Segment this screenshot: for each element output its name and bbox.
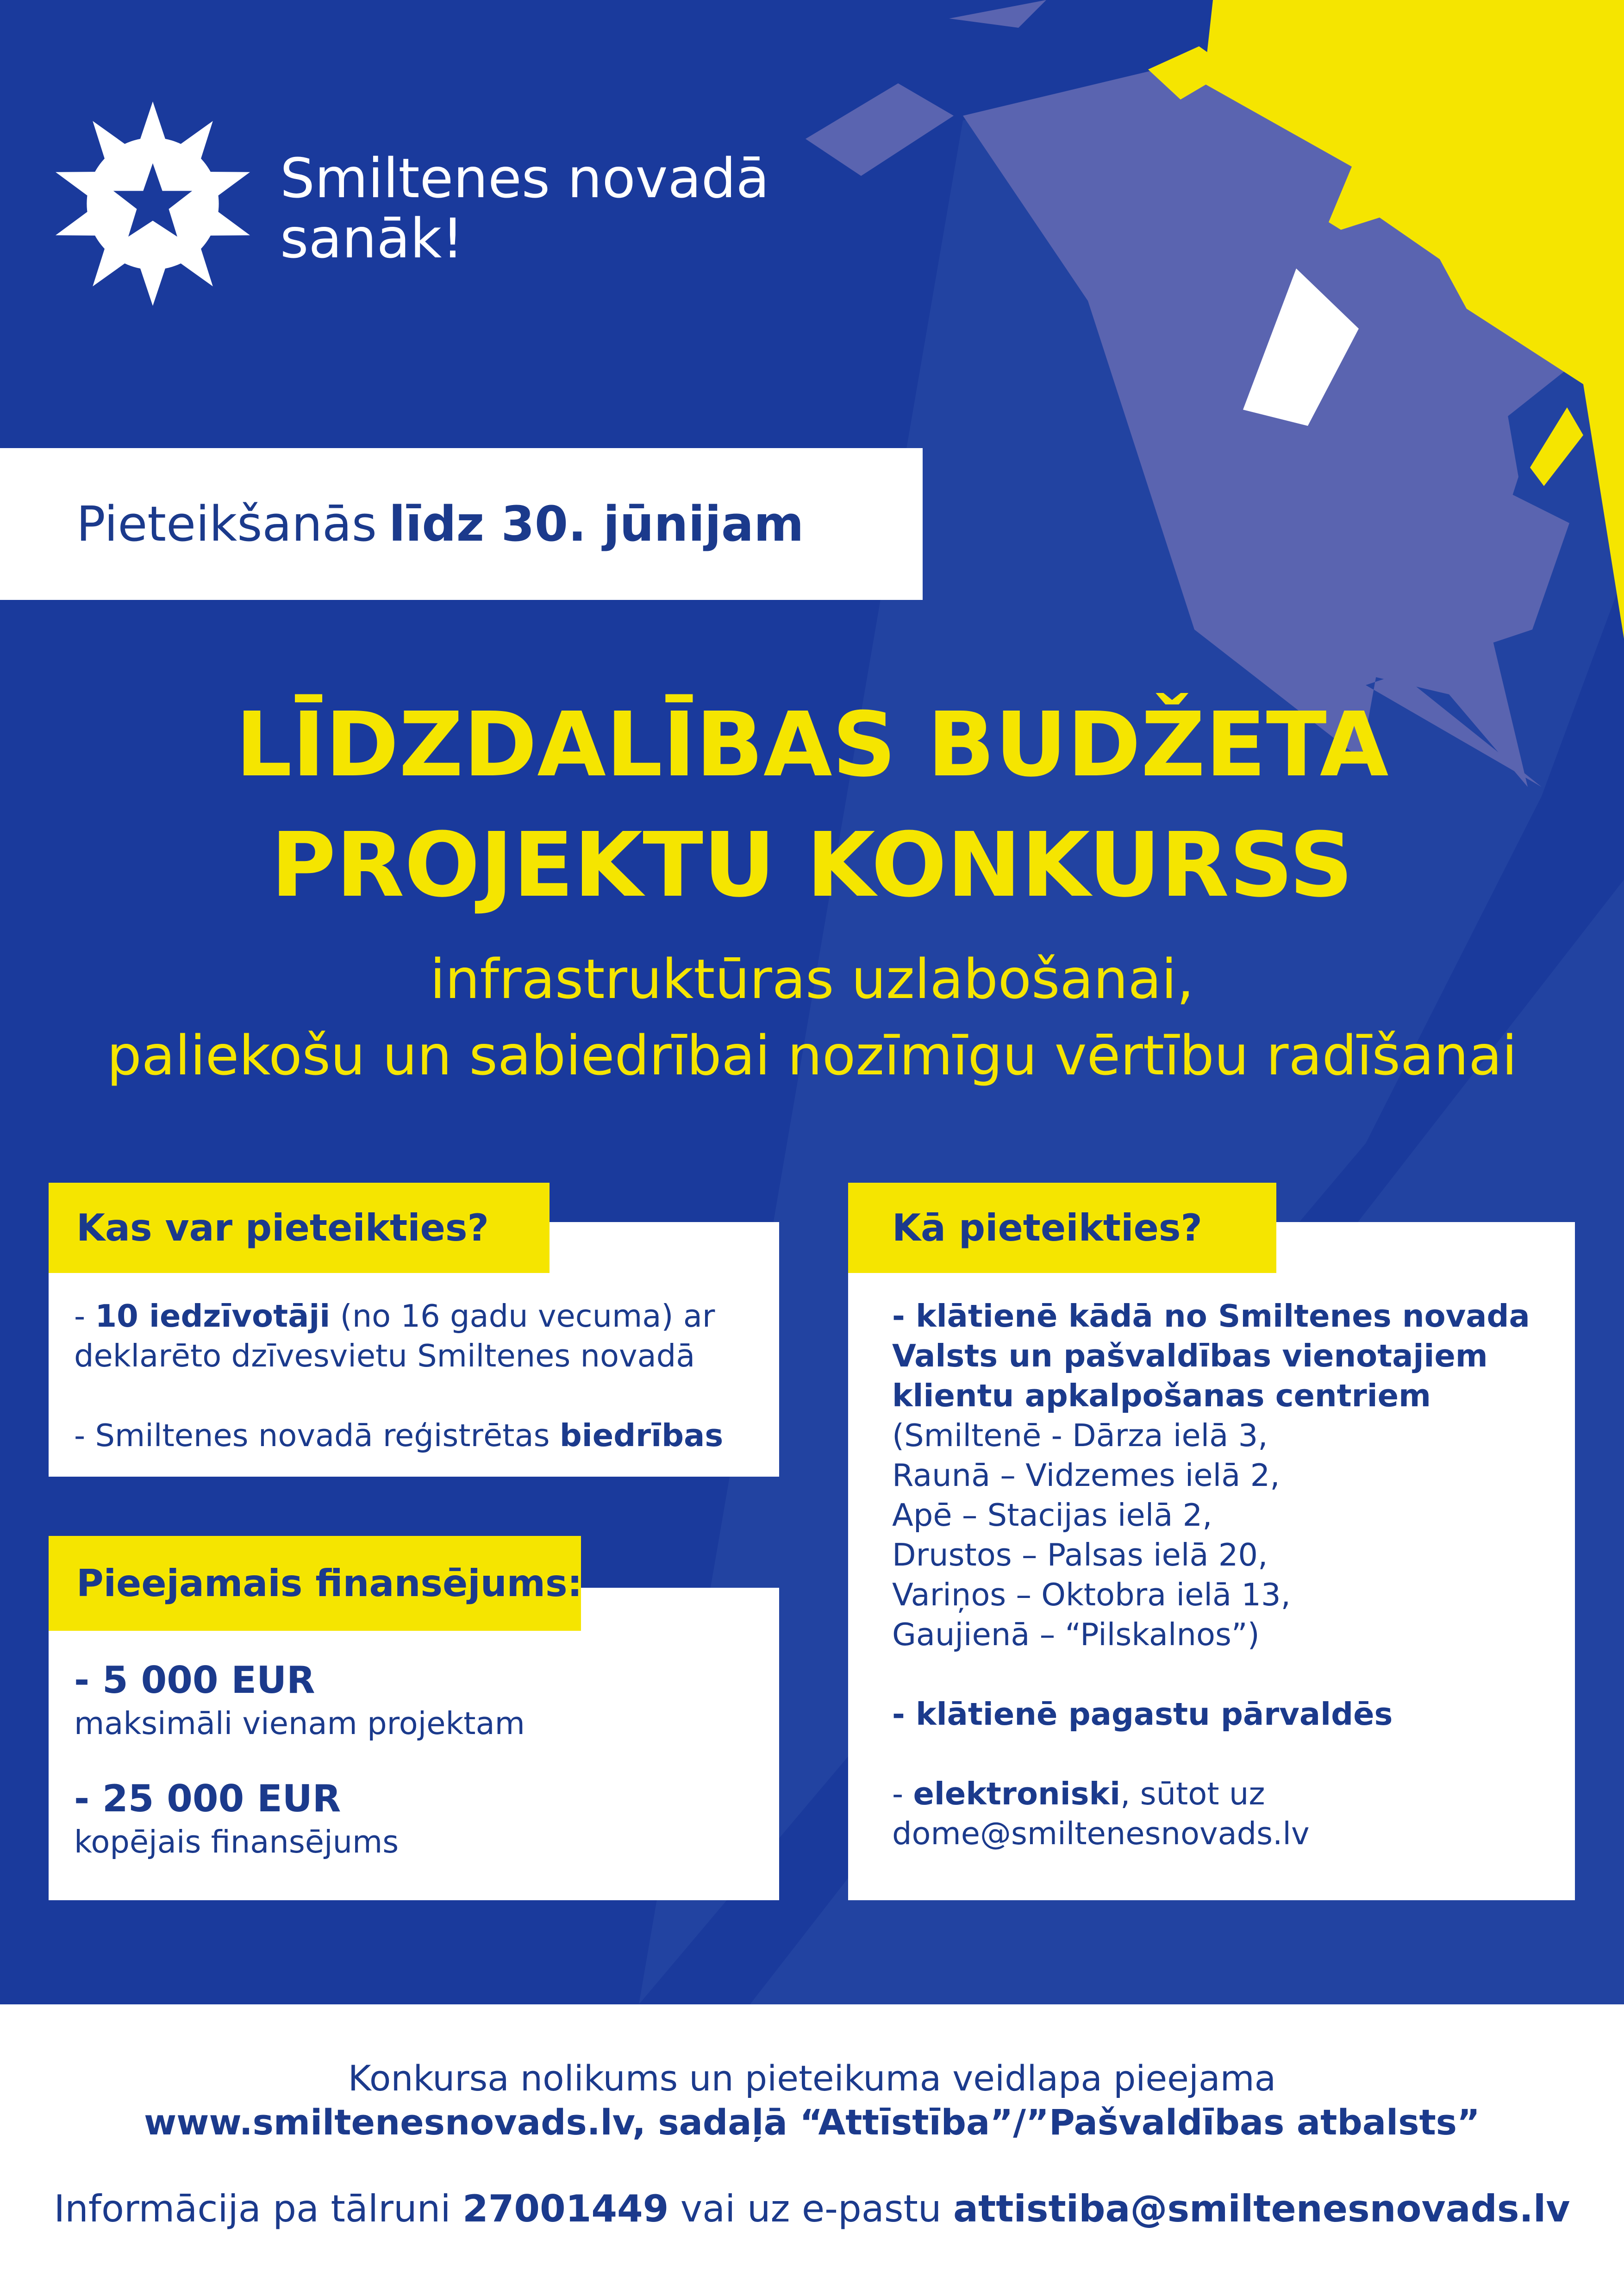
center-item: Variņos – Oktobra ielā 13, [892,1577,1291,1613]
funding-amount-1-desc: maksimāli vienam projektam [74,1705,525,1741]
who-item-1: - 10 iedzīvotāji (no 16 gadu vecuma) ar [74,1298,715,1334]
center-item: Gaujienā – “Pilskalnos”) [892,1616,1260,1653]
footer-line1: Konkursa nolikums un pieteikuma veidlapa pieejama [348,2058,1276,2099]
funding-amount-2: - 25 000 EUR [74,1777,341,1820]
funding-amount-2-desc: kopējais finansējums [74,1824,399,1860]
center-item: Drustos – Palsas ielā 20, [892,1537,1268,1573]
funding-label: Pieejamais finansējums: [49,1536,581,1631]
brand-slogan [280,148,769,268]
deadline-banner [0,448,923,600]
funding-card [49,1588,779,1900]
center-item: Raunā – Vidzemes ielā 2, [892,1457,1280,1493]
lavender-diamond-small [949,0,1046,28]
how-onsite-line2: Valsts un pašvaldības vienotajiem [892,1338,1488,1374]
how-electronic: - elektroniski, sūtot uz [892,1776,1265,1812]
brand-slogan-line2: sanāk! [280,206,464,270]
footer-email-link[interactable]: attistiba@smiltenesnovads.lv [953,2187,1570,2230]
how-onsite-line1: - klātienē kādā no Smiltenes novada [892,1298,1530,1334]
footer-contact: Informācija pa tālruni 27001449 vai uz e-pastu attistiba@smiltenesnovads.lv [54,2187,1570,2230]
brand-slogan-line1: Smiltenes novadā [280,146,769,210]
center-item: Apē – Stacijas ielā 2, [892,1497,1212,1533]
how-parish: - klātienē pagastu pārvaldēs [892,1696,1393,1732]
who-can-apply-label: Kas var pieteikties? [49,1183,550,1273]
how-email[interactable]: dome@smiltenesnovads.lv [892,1816,1310,1852]
who-item-1-line2: deklarēto dzīvesvietu Smiltenes novadā [74,1338,695,1374]
deadline-prefix: Pieteikšanās [76,496,377,552]
main-title-line1: LĪDZDALĪBAS BUDŽETA [235,693,1389,797]
footer-website-link[interactable]: www.smiltenesnovads.lv, sadaļā “Attīstība”/”Pašvaldības atbalsts” [144,2102,1480,2143]
snowflake-star-icon [46,97,259,310]
footer-phone[interactable]: 27001449 [462,2187,669,2230]
subtitle-line1: infrastruktūras uzlabošanai, [430,947,1194,1011]
how-to-apply-card [848,1222,1575,1900]
main-title-line2: PROJEKTU KONKURSS [270,814,1354,917]
footer [0,2004,1624,2296]
deadline-date: līdz 30. jūnijam [388,496,804,552]
subtitle-line2: paliekošu un sabiedrībai nozīmīgu vērtību radīšanai [106,1023,1518,1087]
how-onsite-line3: klientu apkalpošanas centriem [892,1378,1431,1414]
lavender-diamond-left [806,83,954,176]
funding-amount-1: - 5 000 EUR [74,1659,315,1702]
who-item-2: - Smiltenes novadā reģistrētas biedrības [74,1417,724,1454]
center-item: (Smiltenē - Dārza ielā 3, [892,1417,1268,1454]
how-to-apply-label: Kā pieteikties? [848,1183,1276,1273]
